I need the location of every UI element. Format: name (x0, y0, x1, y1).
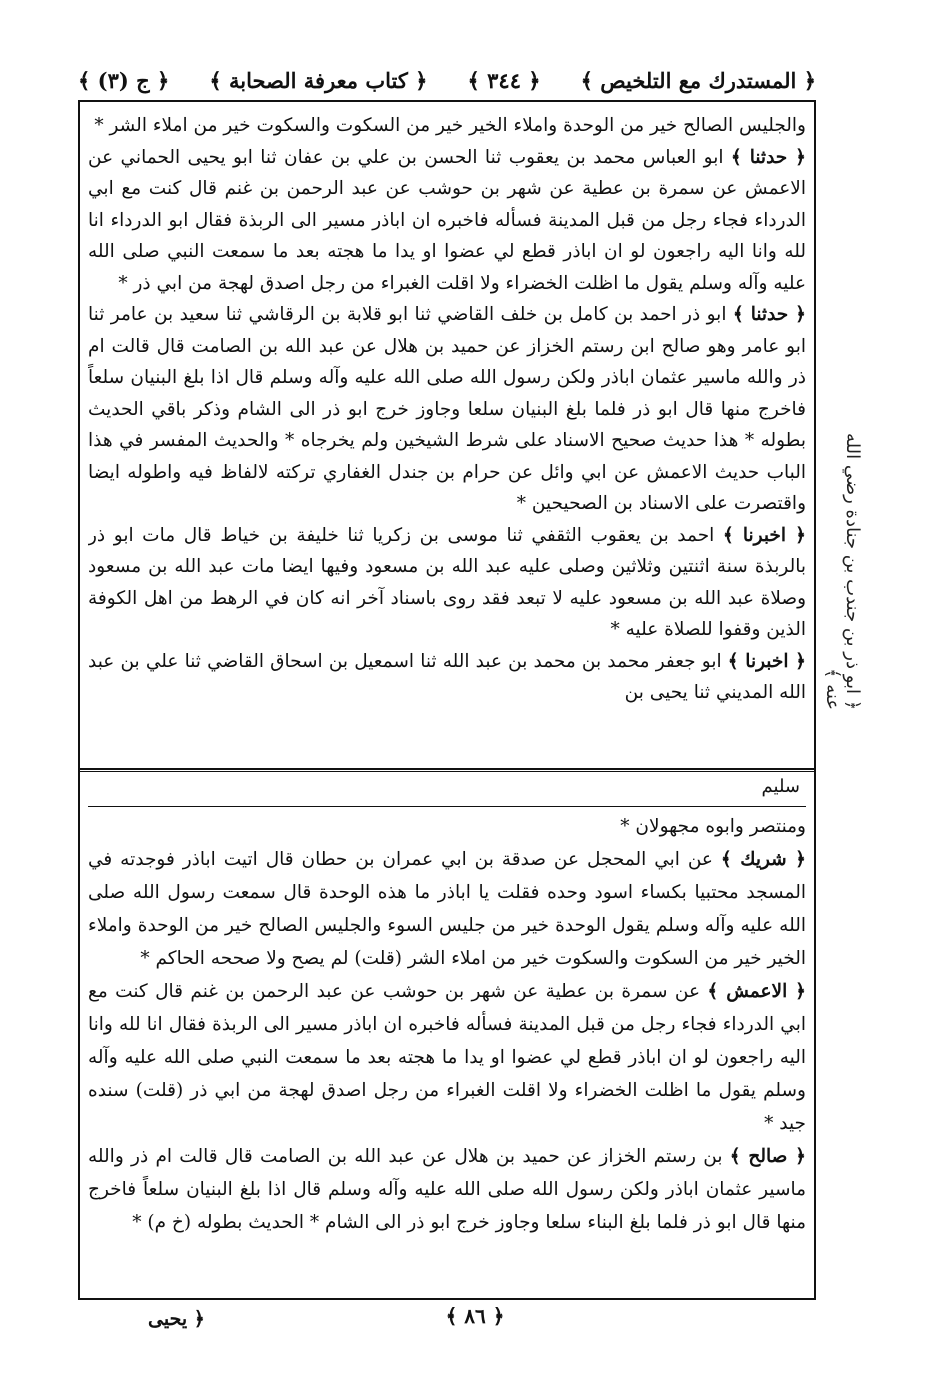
paragraph-text: عن ابي المحجل عن صدقة بن ابي عمران بن حطان قال اتيت اباذر فوجدته في المسجد محتبيا بكساء اسود وحده فقلت يا اباذر ما هذه الوحدة قال سمعت رسول الله صلى الله عليه وآله وسلم يقول الوحدة خير من جليس السوء والجليس الصالح خير من الوحدة واملاء الخير خير من السكوت والسكوت خير من املاء الشر (قلت) لم يصح ولا صححه الحاكم * (88, 849, 806, 969)
paragraph-lead: ﴿ اخبرنا ﴾ (722, 524, 806, 546)
volume-label: ﴿ ج (٣) ﴾ (78, 67, 170, 93)
paragraph-lead: ﴿ اخبرنا ﴾ (727, 650, 806, 672)
paragraph-lead: ﴿ حدثنا ﴾ (732, 304, 806, 325)
main-text (88, 110, 806, 765)
paragraph-lead: ﴿ حدثنا ﴾ (730, 146, 806, 168)
page-number: ﴿ ٨٦ ﴾ (445, 1304, 505, 1328)
paragraph-text: والجليس الصالح خير من الوحدة واملاء الخير خير من السكوت والسكوت خير من املاء الشر * (94, 115, 806, 136)
section-divider (78, 768, 816, 772)
chapter-title: ﴿ كتاب معرفة الصحابة ﴾ (209, 67, 428, 93)
paragraph-lead: ﴿ الاعمش ﴾ (707, 981, 806, 1002)
paragraph (88, 299, 806, 520)
book-title: ﴿ المستدرك مع التلخيص ﴾ (580, 67, 816, 93)
paragraph-text: احمد بن يعقوب الثقفي ثنا موسى بن زكريا ثنا خليفة بن خياط قال مات ابو ذر بالربذة سنة اثنتين وثلاثين وصلى عليه عبد الله بن مسعود وفيها ايضا مات عبد الله بن مسعود وصلاة عبد الله بن مسعود عليه لا تبعد فقد روى باسناد آخر انه كان في الرهط من اهل الكوفة الذين وقفوا للصلاة عليه * (88, 524, 806, 640)
paragraph-text: ومنتصر وابوه مجهولان * (620, 816, 806, 837)
paragraph-lead: ﴿ صالح ﴾ (729, 1146, 806, 1167)
summary-text (88, 810, 806, 1292)
printer-signature: ﴿ يحيى (148, 1308, 205, 1330)
paragraph (88, 520, 806, 646)
paragraph (88, 646, 806, 709)
paragraph-text: ابو جعفر محمد بن محمد بن عبد الله ثنا اسمعيل بن اسحاق القاضي ثنا علي بن عبد الله المديني ثنا يحيى بن (88, 650, 806, 703)
paragraph-text: عن سمرة بن عطية عن شهر بن حوشب عن عبد الرحمن بن غنم قال كنت مع ابي الدرداء فجاء رجل من قبل المدينة فسأله فاخبره ان اباذر مسير الى الربذة فقال انا لله وانا اليه راجعون لو ان اباذر قطع لي عضوا او يدا ما هجته بعد ما سمعت النبي صلى الله عليه وآله وسلم يقول ما اظلت الخضراء ولا اقلت الغبراء من رجل اصدق لهجة من ابي ذر (قلت) سنده جيد * (88, 981, 806, 1134)
paragraph-lead: ﴿ شريك ﴾ (720, 849, 806, 870)
section-label: سليم (761, 776, 800, 797)
paragraph (88, 843, 806, 975)
page-header (78, 62, 816, 98)
paragraph-text: ابو ذر احمد بن كامل بن خلف القاضي ثنا ابو قلابة بن الرقاشي ثنا سعيد بن عامر ثنا ابو عامر وهو صالح ابن رستم الخزاز عن حميد بن هلال عن عبد الله بن الصامت قال قالت ام ذر والله ماسير عثمان اباذر ولكن رسول الله صلى الله عليه وآله وسلم قال اذا بلغ البنيان سلعاً فاخرج منها قال ابو ذر فلما بلغ البنيان سلعا وجاوز خرج ابو ذر الى الشام وذكر باقي الحديث بطوله * هذا حديث صحيح الاسناد على شرط الشيخين ولم يخرجاه * والحديث المفسر في هذا الباب حديث الاعمش عن ابي وائل عن حرام بن جندل الغفاري تركته لالفاظ فيه واطوله ايضا واقتصرت على الاسناد بن الصحيحين * (88, 304, 806, 514)
page-number-header: ﴿ ٣٤٤ ﴾ (467, 67, 541, 93)
paragraph (88, 975, 806, 1140)
paragraph (88, 1140, 806, 1239)
paragraph-text: ابو العباس محمد بن يعقوب ثنا الحسن بن علي بن عفان ثنا ابو يحيى الحماني عن الاعمش عن سمرة بن عطية عن شهر بن حوشب عن عبد الرحمن بن غنم قال كنت مع ابي الدرداء فجاء رجل من قبل المدينة فسأله فاخبره ان اباذر مسير الى الربذة فقال ابو الدرداء انا لله وانا اليه راجعون لو ان اباذر قطع لي عضوا او يدا ما هجته بعد ما سمعت النبي صلى الله عليه وآله وسلم يقول ما اظلت الخضراء ولا اقلت الغبراء من رجل اصدق لهجة من ابي ذر * (88, 146, 806, 294)
paragraph (88, 142, 806, 300)
margin-note: ﴿ ابو ذر بن جندب بن جنادة رضي الله عنه ﴾ (822, 432, 863, 710)
section-rule (88, 806, 806, 807)
paragraph (88, 110, 806, 142)
paragraph (88, 810, 806, 843)
paragraph-text: بن رستم الخزاز عن حميد بن هلال عن عبد الله بن الصامت قال قالت ام ذر والله ماسير عثمان اباذر ولكن رسول الله صلى الله عليه وآله وسلم قال اذا بلغ البنيان سلعاً فاخرج منها قال ابو ذر فلما بلغ البناء سلعا وجاوز خرج ابو ذر الى الشام * الحديث بطوله (خ م) * (88, 1146, 806, 1233)
